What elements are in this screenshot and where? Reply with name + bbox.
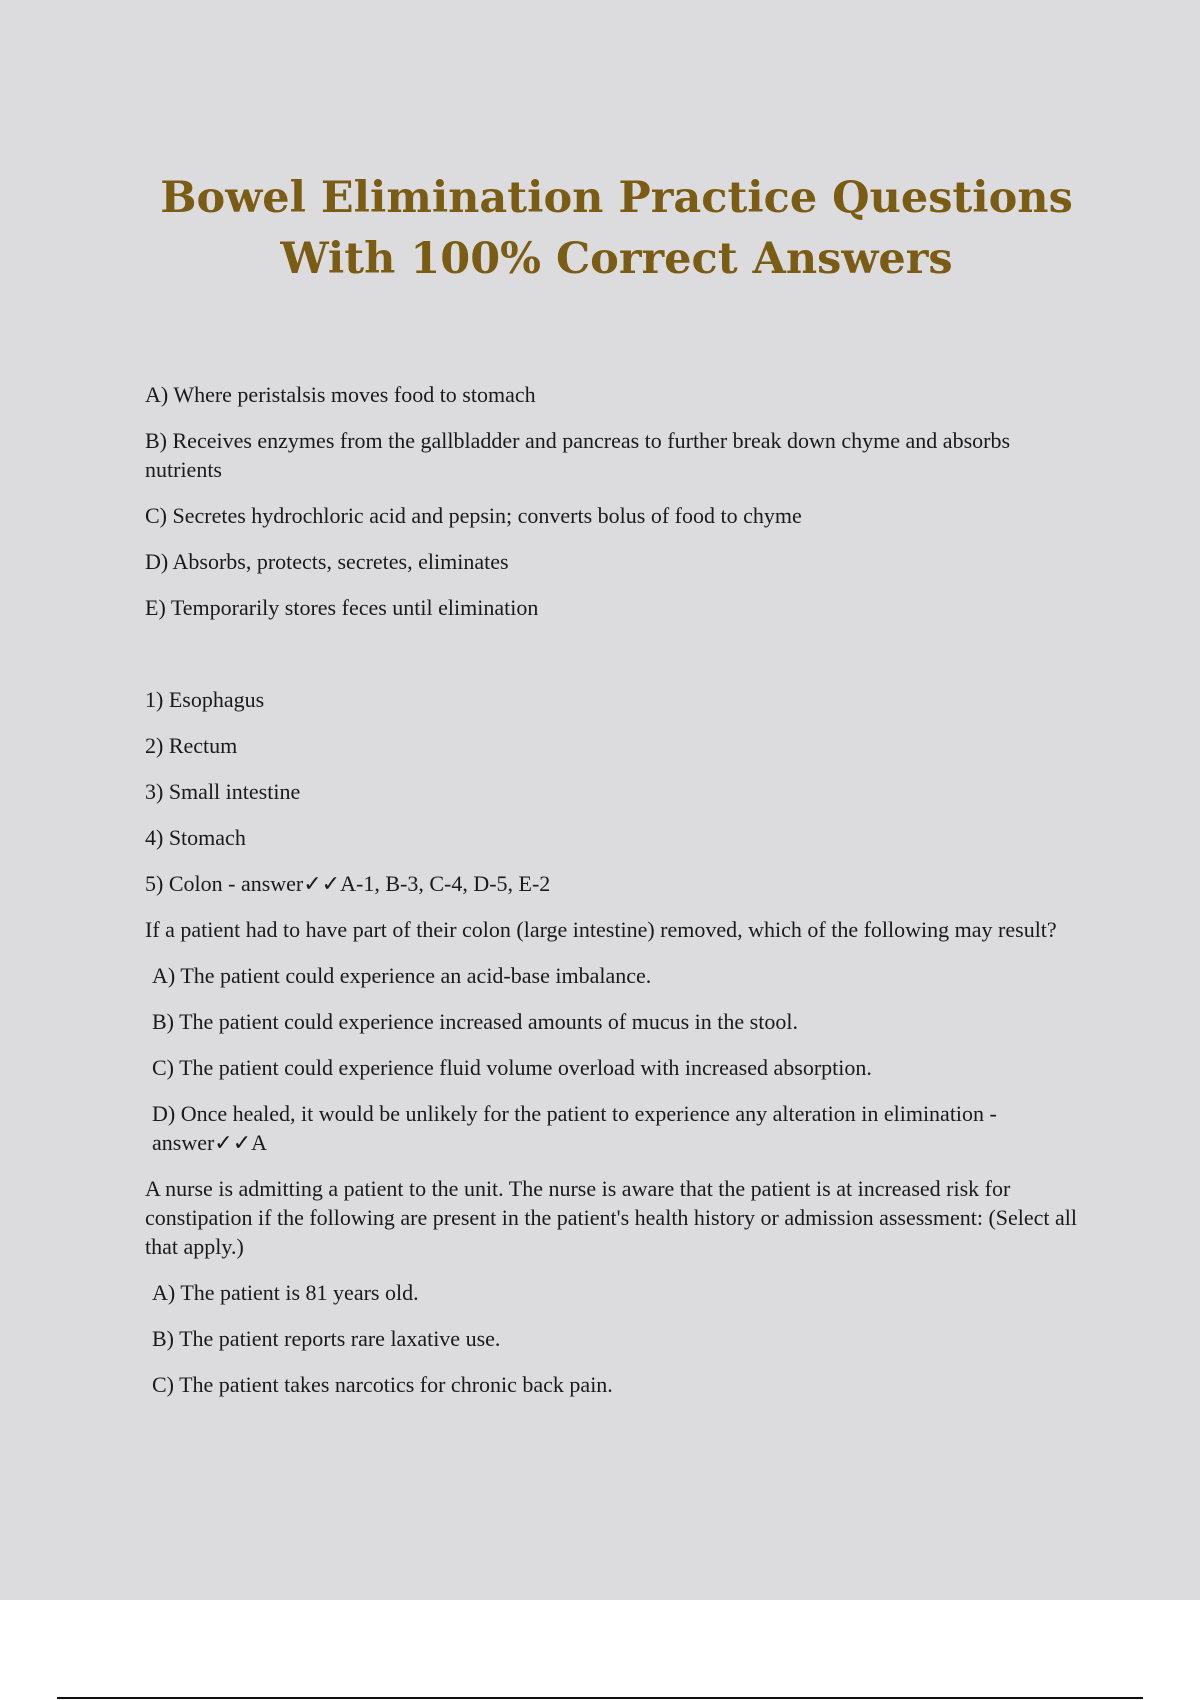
q1-match-2: 2) Rectum bbox=[145, 733, 238, 758]
q1-match-5-answer: 5) Colon - answer✓✓A-1, B-3, C-4, D-5, E-2 bbox=[145, 871, 551, 896]
q2-stem: If a patient had to have part of their colon (large intestine) removed, which of the following may result? bbox=[145, 917, 1057, 942]
q1-match-1: 1) Esophagus bbox=[145, 687, 265, 712]
q2-option-b: B) The patient could experience increased amounts of mucus in the stool. bbox=[152, 1009, 798, 1034]
q2-option-d-answer: D) Once healed, it would be unlikely for the patient to experience any alteration in elimination - answer✓✓A bbox=[152, 1101, 1003, 1155]
q1-option-d: D) Absorbs, protects, secretes, eliminates bbox=[145, 549, 509, 574]
q3-option-b: B) The patient reports rare laxative use. bbox=[152, 1326, 501, 1351]
q3-option-c: C) The patient takes narcotics for chronic back pain. bbox=[152, 1372, 613, 1397]
q2-option-c: C) The patient could experience fluid volume overload with increased absorption. bbox=[152, 1055, 872, 1080]
q1-match-4: 4) Stomach bbox=[145, 825, 246, 850]
q3-option-a: A) The patient is 81 years old. bbox=[152, 1280, 419, 1305]
q1-option-e: E) Temporarily stores feces until elimination bbox=[145, 595, 539, 620]
q3-stem: A nurse is admitting a patient to the unit. The nurse is aware that the patient is at increased risk for constipation if the following are present in the patient's health history or admission assessment: (Select all that apply.) bbox=[145, 1176, 1083, 1259]
document-body bbox=[145, 380, 1085, 1399]
page-divider bbox=[57, 1697, 1143, 1699]
q1-option-c: C) Secretes hydrochloric acid and pepsin; converts bolus of food to chyme bbox=[145, 503, 802, 528]
q1-option-b: B) Receives enzymes from the gallbladder and pancreas to further break down chyme and absorbs nutrients bbox=[145, 428, 1016, 482]
q2-option-a: A) The patient could experience an acid-base imbalance. bbox=[152, 963, 652, 988]
q1-option-a: A) Where peristalsis moves food to stomach bbox=[145, 382, 536, 407]
document-title: Bowel Elimination Practice Questions With 100% Correct Answers bbox=[160, 173, 1073, 284]
q1-match-3: 3) Small intestine bbox=[145, 779, 301, 804]
